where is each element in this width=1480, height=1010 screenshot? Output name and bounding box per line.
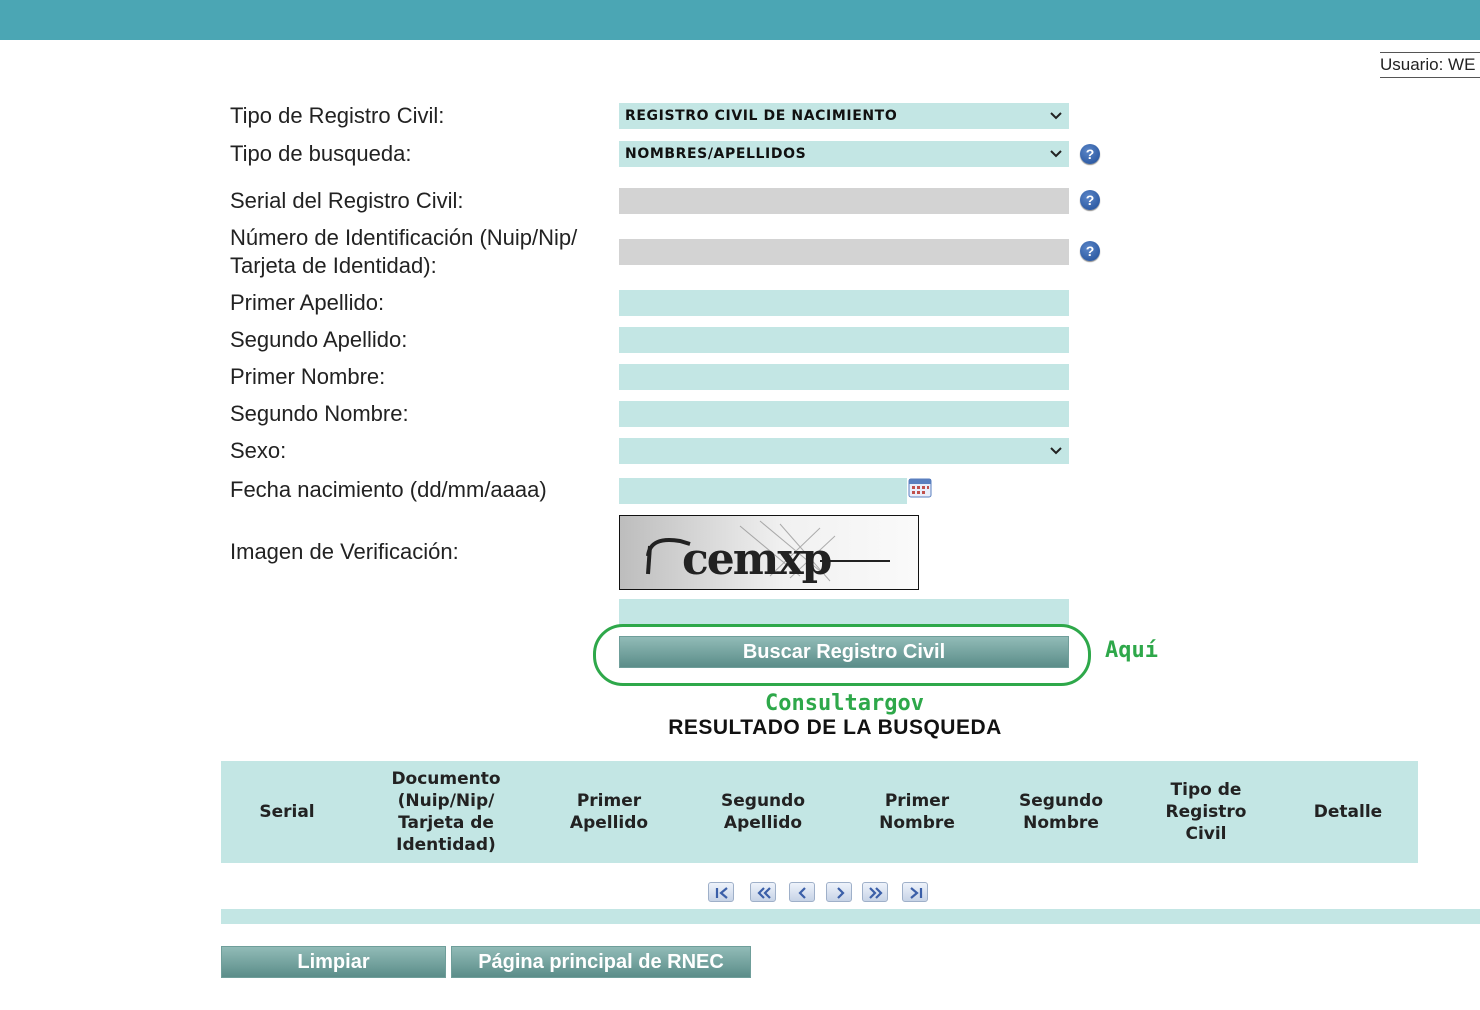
primer-nombre-input[interactable] (619, 364, 1069, 390)
column-detalle: Detalle (1313, 802, 1383, 822)
label-tipo-registro: Tipo de Registro Civil: (230, 103, 445, 128)
column-segundo-nombre: Segundo Nombre (1019, 791, 1103, 833)
next-fast-icon[interactable] (862, 882, 888, 902)
label-numero-id-line2: Tarjeta de Identidad): (230, 253, 437, 278)
label-captcha: Imagen de Verificación: (230, 539, 459, 564)
results-table-header (221, 761, 1418, 863)
first-page-icon[interactable] (708, 882, 734, 902)
column-primer-nombre: Primer Nombre (879, 791, 955, 833)
limpiar-button[interactable]: Limpiar (221, 946, 446, 978)
chevron-down-icon (1049, 109, 1063, 123)
aqui-annotation: Aquí (1105, 638, 1158, 663)
captcha-text: cemxp (682, 534, 831, 585)
column-primer-apellido: Primer Apellido (569, 791, 649, 833)
label-tipo-busqueda: Tipo de busqueda: (230, 141, 412, 166)
captcha-input[interactable] (619, 599, 1069, 625)
label-primer-nombre: Primer Nombre: (230, 364, 386, 389)
primer-apellido-input[interactable] (619, 290, 1069, 316)
next-page-icon[interactable] (826, 882, 852, 902)
label-segundo-nombre: Segundo Nombre: (230, 401, 409, 426)
label-segundo-apellido: Segundo Apellido: (230, 327, 408, 352)
help-icon[interactable]: ? (1080, 190, 1100, 210)
chevron-down-icon (1049, 444, 1063, 458)
tipo-registro-value: REGISTRO CIVIL DE NACIMIENTO (625, 108, 898, 124)
column-documento: Documento (Nuip/Nip/ Tarjeta de Identidad) (391, 769, 501, 855)
segundo-apellido-input[interactable] (619, 327, 1069, 353)
label-primer-apellido: Primer Apellido: (230, 290, 385, 315)
help-icon[interactable]: ? (1080, 144, 1100, 164)
results-footer-bar (221, 909, 1480, 924)
tipo-busqueda-value: NOMBRES/APELLIDOS (625, 146, 807, 162)
label-fecha: Fecha nacimiento (dd/mm/aaaa) (230, 477, 547, 502)
chevron-down-icon (1049, 147, 1063, 161)
highlight-annotation (593, 624, 1091, 686)
calendar-icon[interactable] (908, 476, 932, 498)
label-sexo: Sexo: (230, 438, 287, 463)
column-tipo-registro: Tipo de Registro Civil (1165, 780, 1247, 844)
captcha-image (619, 515, 919, 590)
prev-page-icon[interactable] (789, 882, 815, 902)
column-serial: Serial (259, 802, 315, 822)
watermark-text: Consultargov (765, 691, 924, 716)
prev-fast-icon[interactable] (750, 882, 776, 902)
fecha-input[interactable] (619, 478, 907, 504)
tipo-busqueda-select[interactable] (619, 141, 1069, 167)
help-icon[interactable]: ? (1080, 241, 1100, 261)
tipo-registro-select[interactable] (619, 103, 1069, 129)
top-bar (0, 0, 1480, 40)
results-title: RESULTADO DE LA BUSQUEDA (668, 716, 1002, 739)
sexo-select[interactable] (619, 438, 1069, 464)
user-label: Usuario: WE (1380, 52, 1480, 78)
column-segundo-apellido: Segundo Apellido (721, 791, 805, 833)
serial-input (619, 188, 1069, 214)
buscar-button[interactable]: Buscar Registro Civil (619, 636, 1069, 668)
label-numero-id-line1: Número de Identificación (Nuip/Nip/ (230, 225, 578, 250)
segundo-nombre-input[interactable] (619, 401, 1069, 427)
pagina-principal-button[interactable]: Página principal de RNEC (451, 946, 751, 978)
numero-id-input (619, 239, 1069, 265)
last-page-icon[interactable] (902, 882, 928, 902)
label-serial: Serial del Registro Civil: (230, 188, 464, 213)
